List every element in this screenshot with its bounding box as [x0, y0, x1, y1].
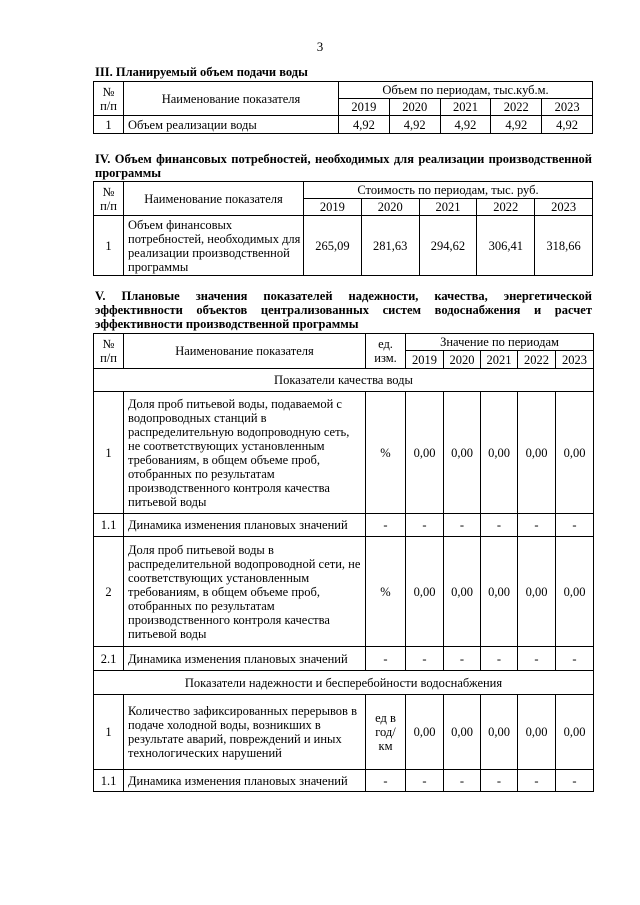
- year-header: 2023: [535, 199, 593, 216]
- row-value: 0,00: [556, 537, 594, 647]
- subsection-reliability: Показатели надежности и бесперебойности водоснабжения: [94, 671, 594, 695]
- col-num-header: № п/п: [94, 182, 124, 216]
- row-value: 0,00: [481, 392, 518, 514]
- row-value: 281,63: [361, 216, 419, 276]
- row-value: 0,00: [518, 695, 556, 770]
- year-header: 2021: [440, 99, 491, 116]
- row-value: -: [518, 770, 556, 792]
- row-name: Доля проб питьевой воды, подаваемой с водопроводных станций в распределительную водопроводную сеть, не соответствующих установленным требованиям, в общем объеме проб, отобранных по результатам производственного контроля качества питьевой воды: [124, 392, 366, 514]
- row-value: 0,00: [481, 537, 518, 647]
- row-value: 0,00: [556, 695, 594, 770]
- row-num: 1.1: [94, 770, 124, 792]
- row-name: Объем реализации воды: [124, 116, 339, 134]
- row-value: 265,09: [304, 216, 362, 276]
- row-value: 0,00: [518, 537, 556, 647]
- section-5-heading: V. Плановые значения показателей надежности, качества, энергетической эффективности объектов централизованных систем водоснабжения и расчет эффективности производственной программы: [95, 289, 592, 331]
- table-row: [94, 216, 593, 276]
- row-value: 4,92: [440, 116, 491, 134]
- row-value: -: [444, 770, 481, 792]
- row-value: -: [406, 770, 444, 792]
- indicators-table: [93, 333, 594, 792]
- row-num: 1: [94, 392, 124, 514]
- year-header: 2022: [491, 99, 542, 116]
- row-value: -: [556, 770, 594, 792]
- year-header: 2019: [304, 199, 362, 216]
- year-header: 2021: [419, 199, 477, 216]
- row-name: Объем финансовых потребностей, необходимых для реализации производственной программы: [124, 216, 304, 276]
- row-value: -: [518, 514, 556, 537]
- year-header: 2020: [389, 99, 440, 116]
- col-group-header: Значение по периодам: [406, 334, 594, 351]
- row-num: 2: [94, 537, 124, 647]
- row-value: -: [406, 647, 444, 671]
- row-num: 1.1: [94, 514, 124, 537]
- year-header: 2019: [406, 351, 444, 369]
- year-header: 2021: [481, 351, 518, 369]
- row-unit: ед в год/ км: [366, 695, 406, 770]
- row-unit: %: [366, 537, 406, 647]
- row-value: 4,92: [542, 116, 593, 134]
- row-value: -: [444, 647, 481, 671]
- row-name: Динамика изменения плановых значений: [124, 770, 366, 792]
- row-value: -: [481, 514, 518, 537]
- row-value: 0,00: [556, 392, 594, 514]
- row-value: 0,00: [406, 537, 444, 647]
- row-value: -: [481, 770, 518, 792]
- row-value: 4,92: [389, 116, 440, 134]
- table-row: [94, 514, 594, 537]
- year-header: 2022: [477, 199, 535, 216]
- year-header: 2020: [444, 351, 481, 369]
- row-name: Динамика изменения плановых значений: [124, 647, 366, 671]
- row-value: 0,00: [406, 392, 444, 514]
- financial-needs-table: [93, 181, 593, 276]
- row-name: Динамика изменения плановых значений: [124, 514, 366, 537]
- row-value: -: [556, 647, 594, 671]
- row-unit: -: [366, 647, 406, 671]
- row-value: 4,92: [491, 116, 542, 134]
- row-value: -: [481, 647, 518, 671]
- row-value: 0,00: [444, 537, 481, 647]
- row-unit: -: [366, 770, 406, 792]
- section-4-heading: IV. Объем финансовых потребностей, необходимых для реализации производственной программы: [95, 152, 592, 180]
- row-value: -: [556, 514, 594, 537]
- row-value: 0,00: [518, 392, 556, 514]
- year-header: 2023: [542, 99, 593, 116]
- table-row: [94, 647, 594, 671]
- row-value: 0,00: [481, 695, 518, 770]
- row-unit: -: [366, 514, 406, 537]
- row-value: 294,62: [419, 216, 477, 276]
- row-value: -: [518, 647, 556, 671]
- table-row: [94, 116, 593, 134]
- page-number: 3: [316, 39, 324, 54]
- row-value: 318,66: [535, 216, 593, 276]
- col-group-header: Стоимость по периодам, тыс. руб.: [304, 182, 593, 199]
- col-num-header: № п/п: [94, 82, 124, 116]
- row-value: -: [444, 514, 481, 537]
- table-row: [94, 770, 594, 792]
- water-volume-table: [93, 81, 593, 134]
- year-header: 2022: [518, 351, 556, 369]
- col-group-header: Объем по периодам, тыс.куб.м.: [339, 82, 593, 99]
- row-num: 1: [94, 116, 124, 134]
- row-value: 4,92: [339, 116, 390, 134]
- row-name: Доля проб питьевой воды в распределительной водопроводной сети, не соответствующих установленным требованиям, в общем объеме проб, отобранных по результатам производственного контроля качества питьевой воды: [124, 537, 366, 647]
- table-row: [94, 537, 594, 647]
- col-name-header: Наименование показателя: [124, 82, 339, 116]
- col-num-header: № п/п: [94, 334, 124, 369]
- row-num: 1: [94, 695, 124, 770]
- year-header: 2020: [361, 199, 419, 216]
- row-value: 0,00: [444, 695, 481, 770]
- col-unit-header: ед. изм.: [366, 334, 406, 369]
- col-name-header: Наименование показателя: [124, 182, 304, 216]
- row-name: Количество зафиксированных перерывов в подаче холодной воды, возникших в результате аварий, повреждений и иных технологических нарушений: [124, 695, 366, 770]
- row-value: -: [406, 514, 444, 537]
- row-num: 1: [94, 216, 124, 276]
- table-row: [94, 392, 594, 514]
- table-row: [94, 695, 594, 770]
- row-value: 0,00: [444, 392, 481, 514]
- col-name-header: Наименование показателя: [124, 334, 366, 369]
- year-header: 2019: [339, 99, 390, 116]
- row-num: 2.1: [94, 647, 124, 671]
- year-header: 2023: [556, 351, 594, 369]
- section-3-heading: III. Планируемый объем подачи воды: [95, 65, 308, 79]
- subsection-quality: Показатели качества воды: [94, 369, 594, 392]
- row-unit: %: [366, 392, 406, 514]
- row-value: 306,41: [477, 216, 535, 276]
- row-value: 0,00: [406, 695, 444, 770]
